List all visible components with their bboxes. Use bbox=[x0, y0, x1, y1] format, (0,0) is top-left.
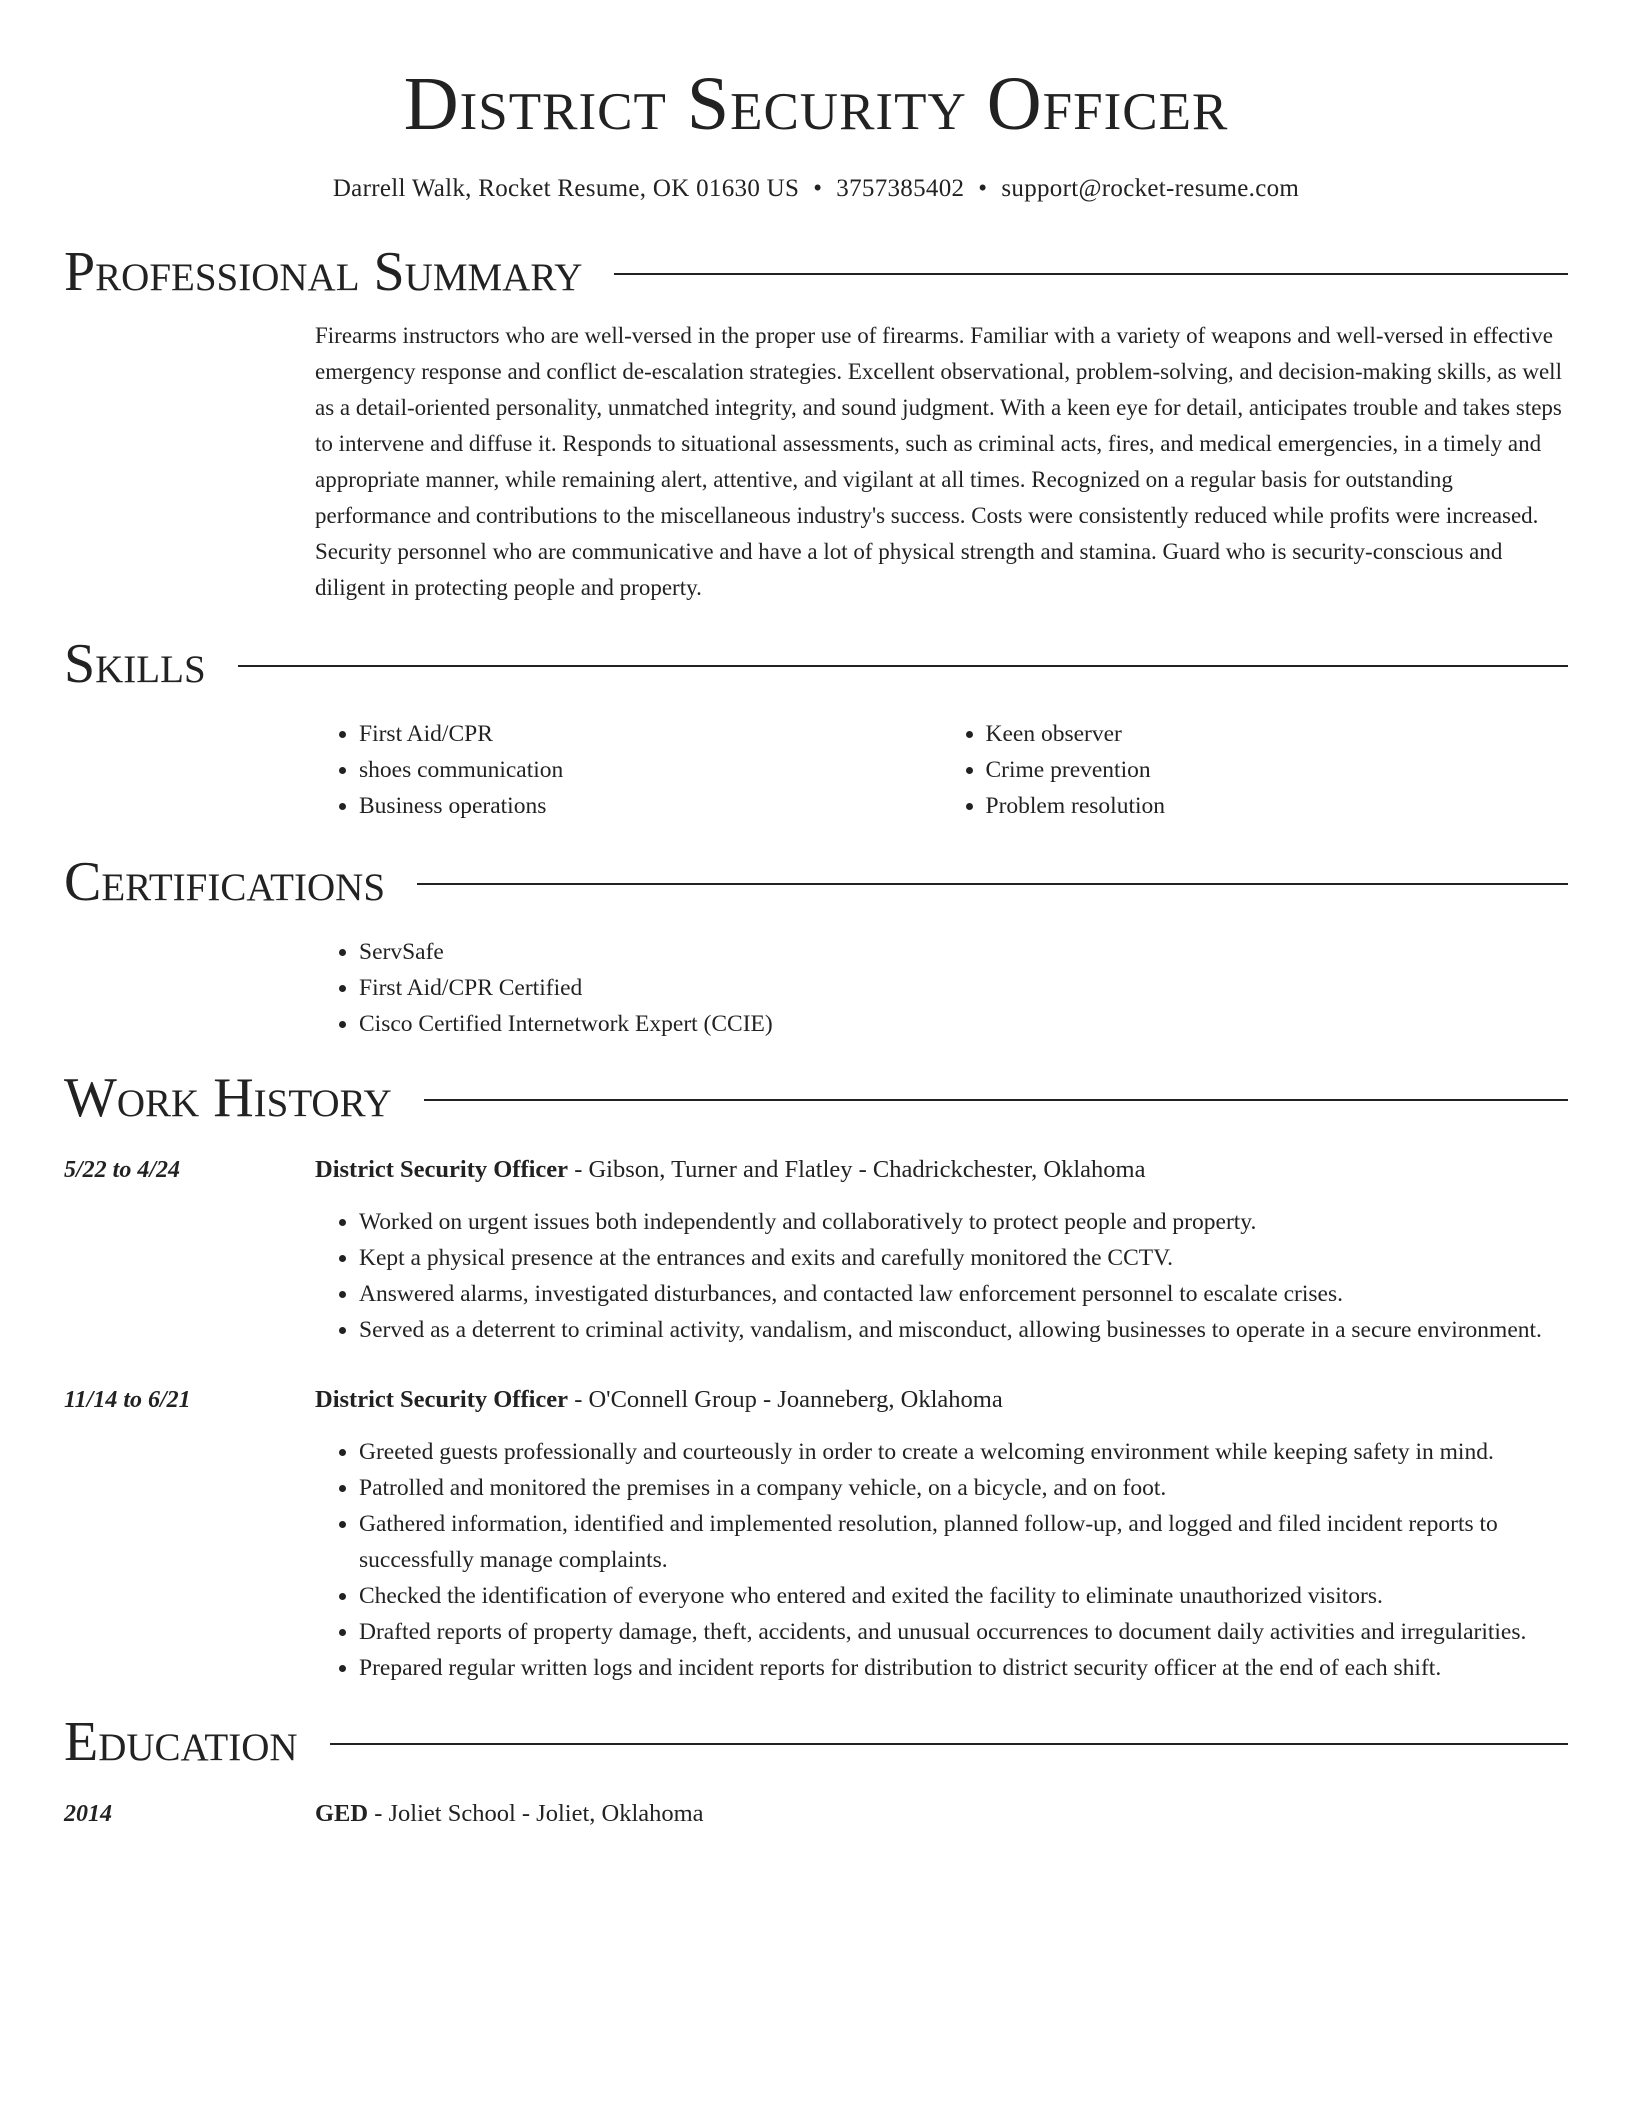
certifications-section-header bbox=[64, 846, 1568, 918]
job-entry bbox=[64, 1152, 1568, 1188]
list-item: • Worked on urgent issues both independently and collaboratively to protect people and property. bbox=[359, 1204, 1568, 1240]
skills-section-header bbox=[64, 628, 1568, 700]
certifications-heading: Certifications bbox=[64, 851, 386, 913]
education-heading-line bbox=[315, 1796, 704, 1832]
list-item: • First Aid/CPR bbox=[359, 716, 942, 752]
section-divider bbox=[614, 273, 1568, 275]
certifications-list bbox=[315, 934, 1568, 1042]
list-item: • Served as a deterrent to criminal activity, vandalism, and misconduct, allowing businesses to operate in a secure environment. bbox=[359, 1312, 1568, 1348]
phone: 3757385402 bbox=[836, 175, 965, 202]
job-dates: 11/14 to 6/21 bbox=[64, 1387, 191, 1413]
list-item: • First Aid/CPR Certified bbox=[359, 970, 1568, 1006]
list-item: • Drafted reports of property damage, theft, accidents, and unusual occurrences to document daily activities and irregularities. bbox=[359, 1614, 1568, 1650]
education-details: - Joliet School - Joliet, Oklahoma bbox=[368, 1800, 704, 1827]
job-heading bbox=[315, 1382, 1003, 1418]
job-dates: 5/22 to 4/24 bbox=[64, 1157, 181, 1183]
list-item: • Checked the identification of everyone who entered and exited the facility to eliminate unauthorized visitors. bbox=[359, 1578, 1568, 1614]
list-item: • Prepared regular written logs and incident reports for distribution to district security officer at the end of each shift. bbox=[359, 1650, 1568, 1686]
skills-column-right bbox=[942, 716, 1569, 824]
job-details: - O'Connell Group - Joanneberg, Oklahoma bbox=[568, 1386, 1003, 1413]
contact-separator: • bbox=[813, 175, 823, 202]
section-divider bbox=[424, 1099, 1568, 1101]
contact-separator: • bbox=[978, 175, 988, 202]
education-date: 2014 bbox=[64, 1801, 112, 1827]
summary-heading: Professional Summary bbox=[64, 241, 583, 303]
skills-column-left bbox=[315, 716, 942, 824]
job-title: District Security Officer bbox=[315, 1386, 569, 1413]
job-details: - Gibson, Turner and Flatley - Chadrickchester, Oklahoma bbox=[568, 1156, 1146, 1183]
contact-line bbox=[64, 172, 1568, 206]
list-item: • Kept a physical presence at the entrances and exits and carefully monitored the CCTV. bbox=[359, 1240, 1568, 1276]
section-divider bbox=[330, 1743, 1568, 1745]
list-item: • ServSafe bbox=[359, 934, 1568, 970]
list-item: • Business operations bbox=[359, 788, 942, 824]
list-item: • Greeted guests professionally and courteously in order to create a welcoming environment while keeping safety in mind. bbox=[359, 1434, 1568, 1470]
job-entry bbox=[64, 1382, 1568, 1418]
list-item: • Gathered information, identified and implemented resolution, planned follow-up, and logged and filed incident reports to successfully manage complaints. bbox=[359, 1506, 1568, 1578]
address: Darrell Walk, Rocket Resume, OK 01630 US bbox=[332, 175, 800, 202]
education-heading: Education bbox=[64, 1711, 298, 1773]
education-entry bbox=[64, 1796, 1568, 1832]
job-bullets bbox=[315, 1434, 1568, 1686]
summary-text: Firearms instructors who are well-versed in the proper use of firearms. Familiar with a variety of weapons and well-versed in effective emergency response and conflict de-escalation strategies. Excellent observational, problem-solving, and decision-making skills, as well as a detail-oriented personality, unmatched integrity, and sound judgment. With a keen eye for detail, anticipates trouble and takes steps to intervene and diffuse it. Responds to situational assessments, such as criminal acts, fires, and medical emergencies, in a timely and appropriate manner, while remaining alert, attentive, and vigilant at all times. Recognized on a regular basis for outstanding performance and contributions to the miscellaneous industry's success. Costs were consistently reduced while profits were increased. Security personnel who are communicative and have a lot of physical strength and stamina. Guard who is security-conscious and diligent in protecting people and property. bbox=[315, 323, 1562, 600]
job-bullets bbox=[315, 1204, 1568, 1348]
work-section-header bbox=[64, 1062, 1568, 1134]
section-divider bbox=[238, 665, 1568, 667]
education-degree: GED bbox=[315, 1800, 369, 1827]
work-heading: Work History bbox=[64, 1067, 392, 1129]
job-heading bbox=[315, 1152, 1145, 1188]
education-section-header bbox=[64, 1706, 1568, 1778]
candidate-title: District Security Officer bbox=[403, 62, 1229, 146]
list-item: • Keen observer bbox=[986, 716, 1569, 752]
list-item: • Patrolled and monitored the premises in a company vehicle, on a bicycle, and on foot. bbox=[359, 1470, 1568, 1506]
list-item: • Crime prevention bbox=[986, 752, 1569, 788]
list-item: • Cisco Certified Internetwork Expert (CCIE) bbox=[359, 1006, 1568, 1042]
list-item: • Problem resolution bbox=[986, 788, 1569, 824]
list-item: • shoes communication bbox=[359, 752, 942, 788]
job-title: District Security Officer bbox=[315, 1156, 569, 1183]
skills-heading: Skills bbox=[64, 633, 206, 695]
resume-page bbox=[64, 0, 1568, 1832]
summary-section-header bbox=[64, 236, 1568, 308]
list-item: • Answered alarms, investigated disturbances, and contacted law enforcement personnel to escalate crises. bbox=[359, 1276, 1568, 1312]
email: support@rocket-resume.com bbox=[1001, 175, 1300, 202]
section-divider bbox=[417, 883, 1568, 885]
skills-grid bbox=[315, 716, 1568, 824]
